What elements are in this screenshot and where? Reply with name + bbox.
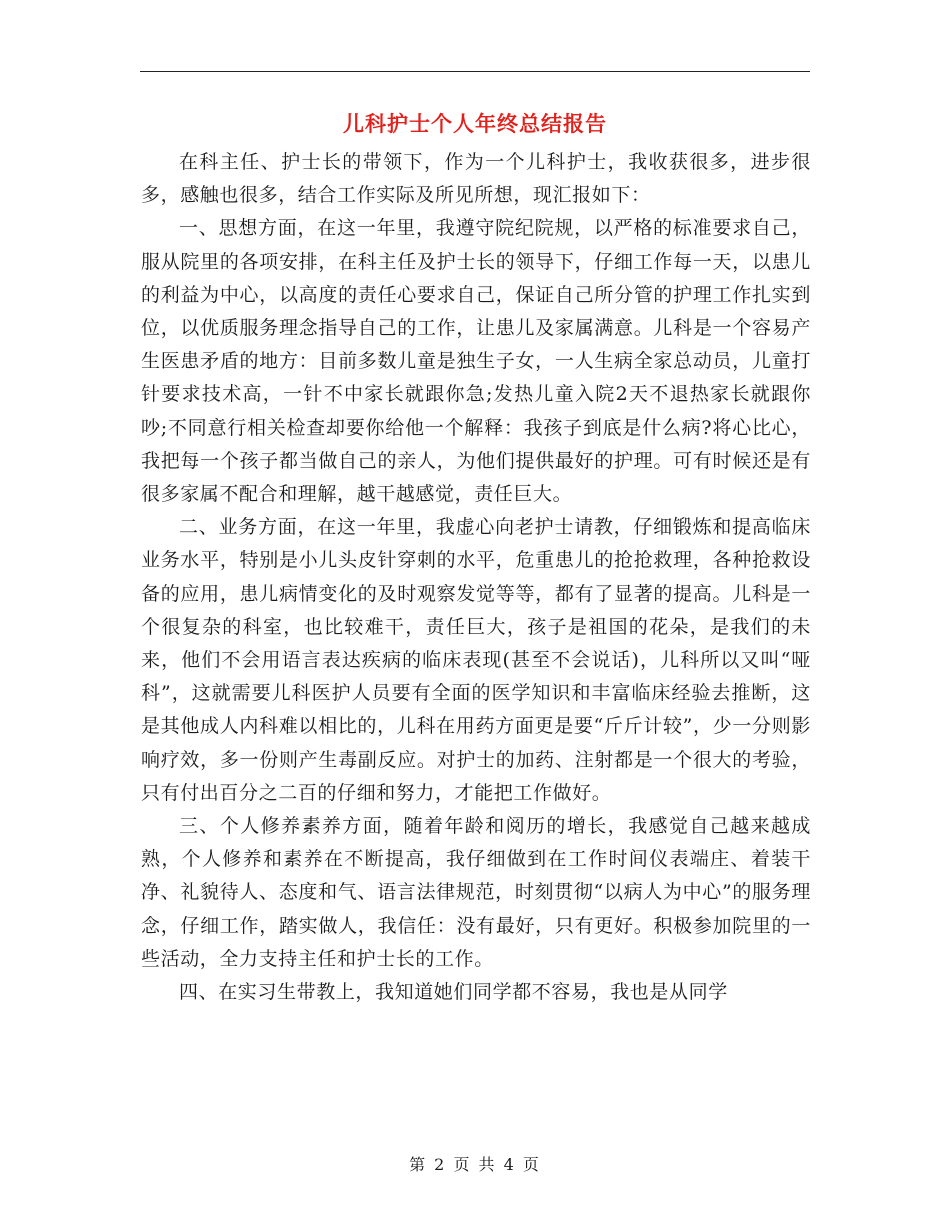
paragraph-intro: 在科主任、护士长的带领下，作为一个儿科护士，我收获很多，进步很多，感触也很多，结合工作实际及所见所想，现汇报如下： [141, 151, 811, 207]
paragraph-professional: 二、业务方面，在这一年里，我虚心向老护士请教，仔细锻炼和提高临床业务水平，特别是小儿头皮针穿刺的水平，危重患儿的抢抢救理，各种抢救设备的应用，患儿病情变化的及时观察发觉等等，都有了显著的提高。儿科是一个很复杂的科室，也比较难干，责任巨大，孩子是祖国的花朵，是我们的未来，他们不会用语言表达疾病的临床表现(甚至不会说话)，儿科所以又叫“哑科”，这就需要儿科医护人员要有全面的医学知识和丰富临床经验去推断，这是其他成人内科难以相比的，儿科在用药方面更是要“斤斤计较”，少一分则影响疗效，多一份则产生毒副反应。对护士的加药、注射都是一个很大的考验，只有付出百分之二百的仔细和努力，才能把工作做好。 [141, 516, 811, 804]
document-title: 儿科护士个人年终总结报告 [343, 111, 607, 136]
page-footer: 第 2 页 共 4 页 [409, 1155, 541, 1174]
paragraph-intern-teaching: 四、在实习生带教上，我知道她们同学都不容易，我也是从同学 [179, 981, 728, 1004]
paragraph-ideology: 一、思想方面，在这一年里，我遵守院纪院规，以严格的标准要求自己，服从院里的各项安排，在科主任及护士长的领导下，仔细工作每一天，以患儿的利益为中心，以高度的责任心要求自己，保证自己所分管的护理工作扎实到位，以优质服务理念指导自己的工作，让患儿及家属满意。儿科是一个容易产生医患矛盾的地方：目前多数儿童是独生子女，一人生病全家总动员，儿童打针要求技术高，一针不中家长就跟你急;发热儿童入院2天不退热家长就跟你吵;不同意行相关检查却要你给他一个解释：我孩子到底是什么病?将心比心，我把每一个孩子都当做自己的亲人，为他们提供最好的护理。可有时候还是有很多家属不配合和理解，越干越感觉，责任巨大。 [141, 217, 811, 506]
document-body [141, 146, 811, 1009]
header-rule [140, 71, 810, 72]
paragraph-personal-cultivation: 三、个人修养素养方面，随着年龄和阅历的增长，我感觉自己越来越成熟，个人修养和素养在不断提高，我仔细做到在工作时间仪表端庄、着装干净、礼貌待人、态度和气、语言法律规范，时刻贯彻“以病人为中心”的服务理念，仔细工作，踏实做人，我信任：没有最好，只有更好。积极参加院里的一些活动，全力支持主任和护士长的工作。 [141, 815, 811, 970]
